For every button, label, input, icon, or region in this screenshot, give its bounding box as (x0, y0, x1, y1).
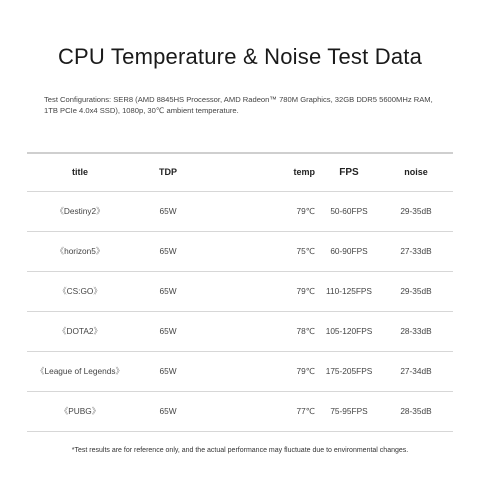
disclaimer-footnote: *Test results are for reference only, and the actual performance may fluctuate due to environmental changes. (71, 447, 409, 454)
cell-fps: 175-205FPS (325, 366, 373, 376)
cell-game-title: 《horizon5》 (55, 246, 105, 256)
test-configuration-text: Test Configurations: SER8 (AMD 8845HS Processor, AMD Radeon™ 780M Graphics, 32GB DDR5 5600MHz RAM, 1TB PCIe 4.0x4 SSD), 1080p, 30℃ ambient temperature. (44, 95, 433, 115)
page-title: CPU Temperature & Noise Test Data (57, 44, 423, 69)
cell-fps: 50-60FPS (330, 206, 368, 216)
cell-tdp: 65W (159, 406, 177, 416)
column-header-title: title (71, 167, 88, 178)
cell-temp: 79℃ (296, 206, 315, 216)
cell-noise: 29-35dB (400, 286, 432, 296)
table-body (27, 191, 453, 431)
cell-tdp: 65W (159, 326, 177, 336)
column-header-temp: temp (293, 167, 315, 178)
cell-temp: 75℃ (296, 246, 315, 256)
cell-tdp: 65W (159, 206, 177, 216)
cell-game-title: 《DOTA2》 (58, 326, 102, 336)
cell-temp: 79℃ (296, 366, 315, 376)
cell-noise: 28-33dB (400, 326, 432, 336)
cell-noise: 29-35dB (400, 206, 432, 216)
cell-game-title: 《Destiny2》 (55, 206, 105, 216)
table-header-row (27, 153, 453, 191)
cell-temp: 77℃ (296, 406, 315, 416)
cell-fps: 75-95FPS (330, 406, 368, 416)
cell-fps: 60-90FPS (330, 246, 368, 256)
cell-noise: 27-33dB (400, 246, 432, 256)
cell-temp: 79℃ (296, 286, 315, 296)
cell-game-title: 《PUBG》 (59, 406, 101, 416)
column-header-tdp: TDP (159, 167, 177, 178)
cell-tdp: 65W (159, 286, 177, 296)
table-row (27, 311, 453, 351)
table-row (27, 391, 453, 431)
table-row (27, 351, 453, 391)
table-row (27, 191, 453, 231)
cell-fps: 105-120FPS (325, 326, 373, 336)
cell-noise: 28-35dB (400, 406, 432, 416)
results-table (27, 152, 453, 432)
cell-tdp: 65W (159, 366, 177, 376)
table-row (27, 271, 453, 311)
results-table-container (27, 152, 453, 432)
cell-fps: 110-125FPS (326, 286, 372, 296)
column-header-fps: FPS (339, 166, 359, 178)
cell-game-title: 《League of Legends》 (36, 366, 124, 376)
column-header-noise: noise (404, 167, 428, 178)
cell-noise: 27-34dB (400, 366, 432, 376)
table-row (27, 231, 453, 271)
cell-temp: 78℃ (296, 326, 315, 336)
cell-game-title: 《CS:GO》 (58, 286, 102, 296)
cell-tdp: 65W (159, 246, 177, 256)
